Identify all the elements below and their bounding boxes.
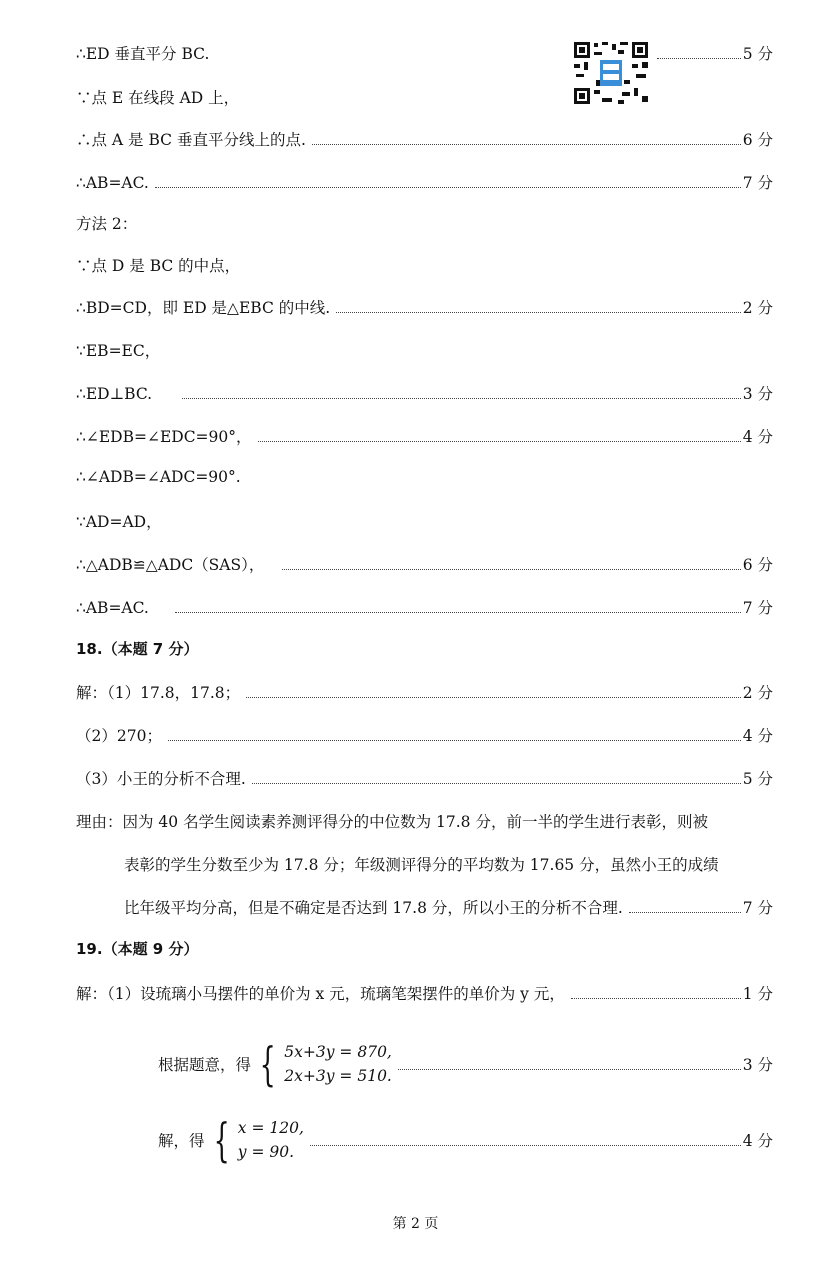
equation: x = 120,	[237, 1119, 304, 1137]
proof-line: ∵EB=EC，	[76, 342, 161, 360]
method-label: 方法 2：	[76, 215, 138, 233]
proof-line	[76, 425, 773, 447]
proof-line	[76, 382, 773, 404]
answer-text: 解：（1）17.8，17.8；	[76, 684, 241, 702]
proof-text: ∴AB=AC.	[76, 599, 149, 617]
score-points: 5 分	[742, 45, 773, 63]
dot-leader	[258, 440, 741, 442]
brace-symbol: {	[213, 1113, 230, 1167]
dot-leader	[398, 1068, 741, 1070]
score-points: 7 分	[742, 899, 773, 917]
dot-leader	[175, 611, 741, 613]
system-prefix: 解，得	[158, 1132, 205, 1150]
answer-line	[76, 724, 773, 746]
dot-leader	[657, 57, 741, 59]
score-points: 2 分	[742, 299, 773, 317]
question-heading: 18.（本题 7 分）	[76, 640, 199, 658]
score-points: 3 分	[742, 385, 773, 403]
equation-system	[158, 1113, 304, 1167]
equation: 5x+3y = 870,	[284, 1043, 392, 1061]
equation-stack	[284, 1040, 392, 1088]
score-points: 4 分	[742, 428, 773, 446]
equation-system-line	[158, 1113, 773, 1167]
score-points: 7 分	[742, 174, 773, 192]
brace-symbol: {	[259, 1037, 276, 1091]
equation: 2x+3y = 510.	[284, 1067, 392, 1085]
proof-line	[76, 553, 773, 575]
dot-leader	[571, 997, 741, 999]
question-heading: 19.（本题 9 分）	[76, 940, 199, 958]
reason-line	[124, 896, 773, 918]
score-points: 5 分	[742, 770, 773, 788]
dot-leader	[310, 1144, 741, 1146]
proof-line	[76, 596, 773, 618]
proof-line	[76, 42, 773, 64]
answer-line	[76, 982, 773, 1004]
reason-text: 比年级平均分高，但是不确定是否达到 17.8 分，所以小王的分析不合理.	[124, 899, 623, 917]
score-points: 2 分	[742, 684, 773, 702]
proof-line: ∵点 D 是 BC 的中点，	[76, 257, 241, 275]
dot-leader	[629, 911, 741, 913]
answer-text: 解：（1）设琉璃小马摆件的单价为 x 元，琉璃笔架摆件的单价为 y 元，	[76, 985, 565, 1003]
proof-line	[76, 171, 773, 193]
proof-text: ∴ED 垂直平分 BC.	[76, 45, 210, 63]
answer-line	[76, 767, 773, 789]
equation: y = 90.	[237, 1143, 295, 1161]
score-points: 6 分	[742, 131, 773, 149]
proof-text: ∴AB=AC.	[76, 174, 149, 192]
dot-leader	[182, 397, 741, 399]
dot-leader	[282, 568, 740, 570]
dot-leader	[336, 311, 741, 313]
equation-system	[158, 1037, 392, 1091]
score-points: 4 分	[742, 1132, 773, 1150]
answer-text: （3）小王的分析不合理.	[76, 770, 246, 788]
proof-text: ∴△ADB≌△ADC（SAS），	[76, 556, 265, 574]
dot-leader	[246, 696, 741, 698]
dot-leader	[312, 143, 741, 145]
dot-leader	[252, 782, 741, 784]
proof-line: ∵AD=AD，	[76, 513, 162, 531]
score-points: 1 分	[742, 985, 773, 1003]
reason-text: 理由：因为 40 名学生阅读素养测评得分的中位数为 17.8 分，前一半的学生进行表彰，则被	[76, 813, 708, 831]
proof-text: ∴BD=CD，即 ED 是△EBC 的中线.	[76, 299, 331, 317]
answer-line	[76, 681, 773, 703]
answer-text: （2）270；	[76, 727, 162, 745]
proof-text: ∴点 A 是 BC 垂直平分线上的点.	[76, 131, 306, 149]
proof-text: ∴∠EDB=∠EDC=90°，	[76, 428, 252, 446]
proof-text: ∴ED⊥BC.	[76, 385, 153, 403]
page-number: 第 2 页	[392, 1216, 439, 1232]
dot-leader	[168, 739, 741, 741]
proof-line: ∵点 E 在线段 AD 上，	[76, 89, 240, 107]
equation-stack	[238, 1116, 304, 1164]
proof-line	[76, 296, 773, 318]
score-points: 4 分	[742, 727, 773, 745]
score-points: 7 分	[742, 599, 773, 617]
score-points: 6 分	[742, 556, 773, 574]
proof-line: ∴∠ADB=∠ADC=90°.	[76, 468, 241, 486]
dot-leader	[155, 186, 741, 188]
score-points: 3 分	[742, 1056, 773, 1074]
reason-text: 表彰的学生分数至少为 17.8 分；年级测评得分的平均数为 17.65 分，虽然小王的成绩	[124, 856, 719, 874]
proof-line	[76, 128, 773, 150]
system-prefix: 根据题意，得	[158, 1056, 252, 1074]
equation-system-line	[158, 1037, 773, 1091]
